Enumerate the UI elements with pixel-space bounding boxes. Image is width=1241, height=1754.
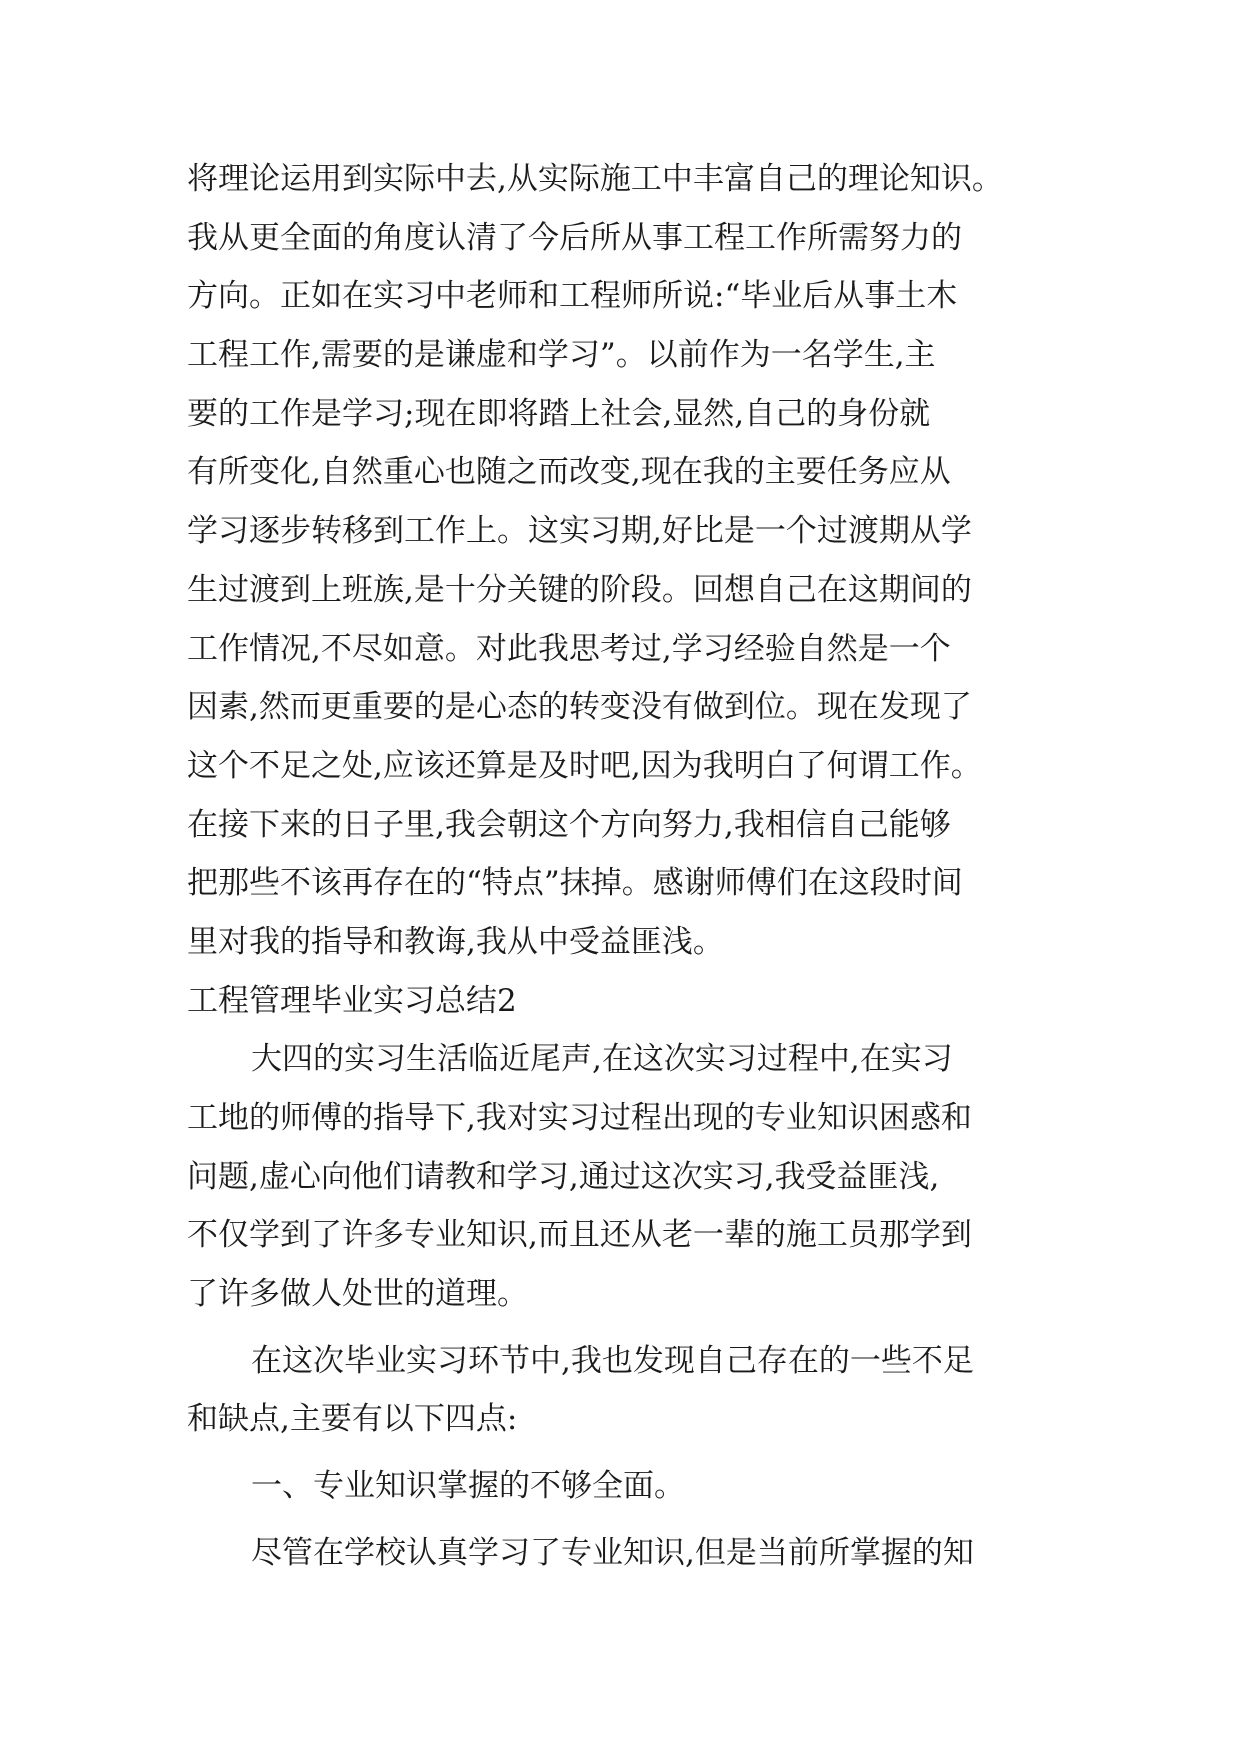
text-line: 尽管在学校认真学习了专业知识,但是当前所掌握的知 <box>251 1534 974 1571</box>
document-body <box>187 150 1067 1583</box>
text-line: 里对我的指导和教诲,我从中受益匪浅。 <box>187 923 724 960</box>
text-line: 我从更全面的角度认清了今后所从事工程工作所需努力的 <box>187 219 962 256</box>
text-line: 在这次毕业实习环节中,我也发现自己存在的一些不足 <box>251 1342 974 1379</box>
text-line: 了许多做人处世的道理。 <box>187 1276 528 1313</box>
text-line: 方向。正如在实习中老师和工程师所说:“毕业后从事土木 <box>187 278 958 315</box>
text-line: 要的工作是学习;现在即将踏上社会,显然,自己的身份就 <box>187 395 931 432</box>
text-line: 把那些不该再存在的“特点”抹掉。感谢师傅们在这段时间 <box>187 865 963 902</box>
paragraph-gap <box>187 1449 1067 1457</box>
text-line: 学习逐步转移到工作上。这实习期,好比是一个过渡期从学 <box>187 513 972 550</box>
text-line: 问题,虚心向他们请教和学习,通过这次实习,我受益匪浅, <box>187 1158 940 1195</box>
text-line: 不仅学到了许多专业知识,而且还从老一辈的施工员那学到 <box>187 1217 972 1254</box>
point-heading: 一、专业知识掌握的不够全面。 <box>251 1468 685 1505</box>
text-line: 工地的师傅的指导下,我对实习过程出现的专业知识困惑和 <box>187 1100 972 1136</box>
text-line: 大四的实习生活临近尾声,在这次实习过程中,在实习 <box>251 1041 953 1078</box>
text-line: 在接下来的日子里,我会朝这个方向努力,我相信自己能够 <box>187 806 951 843</box>
paragraph-gap <box>187 1516 1067 1524</box>
paragraph-gap <box>187 1324 1067 1332</box>
text-line: 因素,然而更重要的是心态的转变没有做到位。现在发现了 <box>187 689 972 726</box>
text-line: 这个不足之处,应该还算是及时吧,因为我明白了何谓工作。 <box>187 747 982 784</box>
text-line: 工作情况,不尽如意。对此我思考过,学习经验自然是一个 <box>187 630 951 667</box>
section-title: 工程管理毕业实习总结2 <box>187 982 517 1019</box>
text-line: 生过渡到上班族,是十分关键的阶段。回想自己在这期间的 <box>187 571 972 608</box>
text-line: 工程工作,需要的是谦虚和学习”。以前作为一名学生,主 <box>187 337 936 374</box>
text-line: 将理论运用到实际中去,从实际施工中丰富自己的理论知识。 <box>187 161 1003 197</box>
text-line: 有所变化,自然重心也随之而改变,现在我的主要任务应从 <box>187 454 951 491</box>
text-line: 和缺点,主要有以下四点: <box>187 1401 518 1438</box>
